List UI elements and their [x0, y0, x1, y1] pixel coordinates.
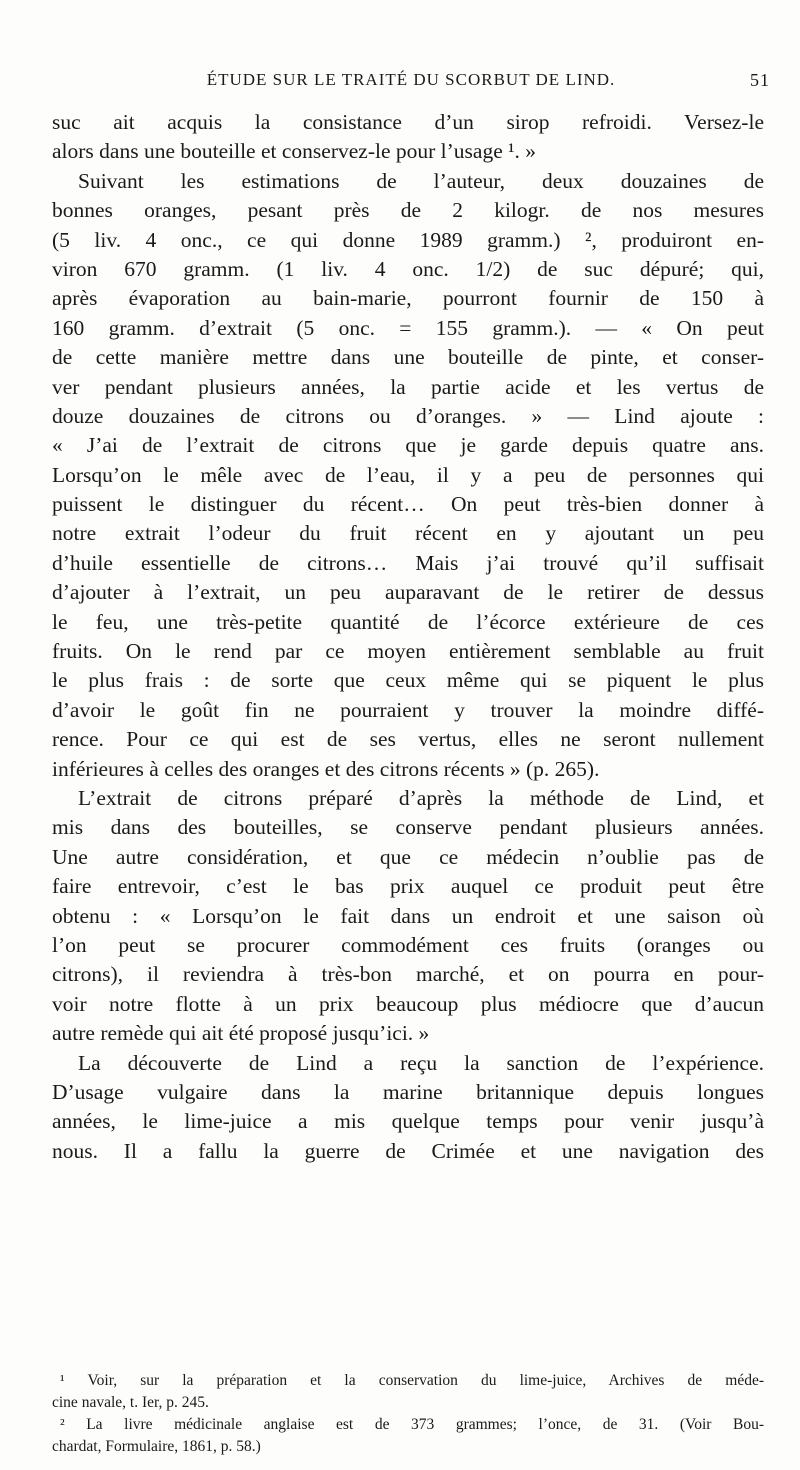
body-text-line: d’huile essentielle de citrons… Mais j’ai trouvé qu’il suffisait	[52, 550, 764, 575]
body-text-line: après évaporation au bain-marie, pourront fournir de 150 à	[52, 286, 764, 311]
body-text-line: D’usage vulgaire dans la marine britannique depuis longues	[52, 1079, 764, 1104]
body-text-line: (5 liv. 4 onc., ce qui donne 1989 gramm.) ², produiront en-	[52, 227, 764, 252]
footnote-line: cine navale, t. Ier, p. 245.	[52, 1394, 209, 1411]
running-header	[52, 70, 770, 96]
body-text-line: Une autre considération, et que ce médecin n’oublie pas de	[52, 844, 764, 869]
body-text-line: l’on peut se procurer commodément ces fruits (oranges ou	[52, 932, 764, 957]
body-text-line: La découverte de Lind a reçu la sanction de l’expérience.	[78, 1050, 764, 1075]
body-text-line: d’ajouter à l’extrait, un peu auparavant de le retirer de dessus	[52, 580, 764, 605]
body-text-line: rence. Pour ce qui est de ses vertus, elles ne seront nullement	[52, 727, 764, 752]
body-text-line: viron 670 gramm. (1 liv. 4 onc. 1/2) de suc dépuré; qui,	[52, 256, 764, 281]
body-text-line: d’avoir le goût fin ne pourraient y trouver la moindre diffé-	[52, 697, 764, 722]
body-text-line: puissent le distinguer du récent… On peut très-bien donner à	[52, 492, 764, 517]
body-text-line: inférieures à celles des oranges et des citrons récents » (p. 265).	[52, 756, 600, 781]
body-text-line: alors dans une bouteille et conservez-le pour l’usage ¹. »	[52, 139, 537, 164]
body-text-line: le feu, une très-petite quantité de l’écorce extérieure de ces	[52, 609, 764, 634]
body-text-line: obtenu : « Lorsqu’on le fait dans un endroit et une saison où	[52, 903, 764, 928]
footnote-line: ¹ Voir, sur la préparation et la conservation du lime-juice, Archives de méde-	[60, 1372, 764, 1389]
body-text-line: bonnes oranges, pesant près de 2 kilogr. de nos mesures	[52, 198, 764, 223]
body-text-line: suc ait acquis la consistance d’un sirop refroidi. Versez-le	[52, 110, 764, 134]
body-text-line: mis dans des bouteilles, se conserve pendant plusieurs années.	[52, 815, 764, 840]
running-title: ÉTUDE SUR LE TRAITÉ DU SCORBUT DE LIND.	[206, 70, 616, 89]
body-text-line: 160 gramm. d’extrait (5 onc. = 155 gramm.). — « On peut	[52, 315, 764, 340]
body-text-line: fruits. On le rend par ce moyen entièrement semblable au fruit	[52, 639, 764, 664]
body-text	[52, 108, 764, 1166]
body-text-line: « J’ai de l’extrait de citrons que je garde depuis quatre ans.	[52, 433, 764, 458]
body-text-line: notre extrait l’odeur du fruit récent en y ajoutant un peu	[52, 521, 764, 546]
body-text-line: années, le lime-juice a mis quelque temps pour venir jusqu’à	[52, 1109, 764, 1134]
body-text-line: autre remède qui ait été proposé jusqu’ici. »	[52, 1021, 430, 1046]
body-text-line: faire entrevoir, c’est le bas prix auquel ce produit peut être	[52, 874, 764, 899]
footnote-line: ² La livre médicinale anglaise est de 373 grammes; l’once, de 31. (Voir Bou-	[60, 1416, 764, 1433]
body-text-line: voir notre flotte à un prix beaucoup plus médiocre que d’aucun	[52, 991, 764, 1016]
body-text-line: L’extrait de citrons préparé d’après la méthode de Lind, et	[78, 785, 764, 810]
body-text-line: de cette manière mettre dans une bouteille de pinte, et conser-	[52, 345, 764, 370]
body-text-line: Suivant les estimations de l’auteur, deux douzaines de	[78, 168, 764, 193]
page-number: 51	[750, 70, 770, 90]
footnotes	[52, 1370, 764, 1458]
footnote-line: chardat, Formulaire, 1861, p. 58.)	[52, 1438, 261, 1455]
body-text-line: le plus frais : de sorte que ceux même qui se piquent le plus	[52, 668, 764, 693]
body-text-line: ver pendant plusieurs années, la partie acide et les vertus de	[52, 374, 764, 399]
body-text-line: Lorsqu’on le mêle avec de l’eau, il y a peu de personnes qui	[52, 462, 764, 487]
body-text-line: nous. Il a fallu la guerre de Crimée et une navigation des	[52, 1138, 764, 1163]
body-text-line: douze douzaines de citrons ou d’oranges. » — Lind ajoute :	[52, 403, 764, 428]
body-text-line: citrons), il reviendra à très-bon marché, et on pourra en pour-	[52, 962, 764, 987]
